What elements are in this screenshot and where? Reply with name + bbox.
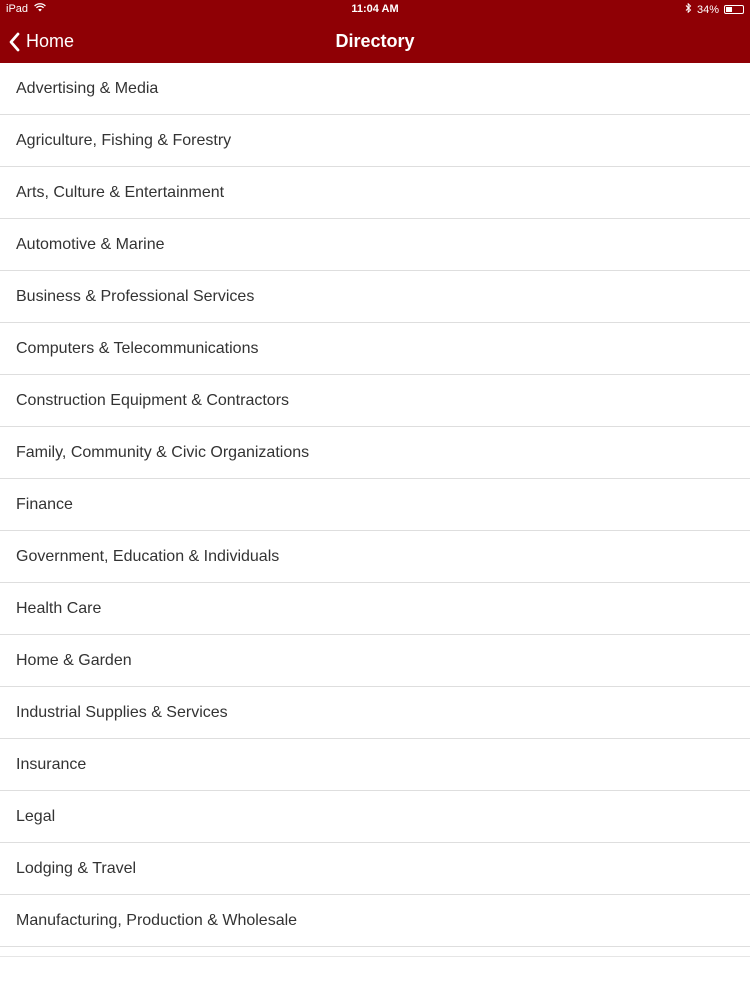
list-item-label: Construction Equipment & Contractors [16, 391, 290, 409]
list-item-label: Insurance [16, 755, 87, 773]
list-item[interactable] [0, 427, 750, 479]
list-item-label: Government, Education & Individuals [16, 547, 280, 565]
list-item[interactable] [0, 167, 750, 219]
status-right [685, 3, 744, 16]
list-item[interactable] [0, 63, 750, 115]
list-item-label: Arts, Culture & Entertainment [16, 183, 225, 201]
back-button[interactable] [8, 20, 74, 63]
list-item[interactable] [0, 791, 750, 843]
list-item-label: Computers & Telecommunications [16, 339, 259, 357]
list-item[interactable] [0, 115, 750, 167]
list-item-label: Finance [16, 495, 73, 513]
list-item[interactable] [0, 843, 750, 895]
list-item[interactable] [0, 375, 750, 427]
list-item[interactable] [0, 219, 750, 271]
list-item[interactable] [0, 271, 750, 323]
list-item[interactable] [0, 687, 750, 739]
directory-list [0, 63, 750, 947]
chevron-left-icon [8, 32, 20, 52]
list-item-label: Legal [16, 807, 56, 825]
list-item[interactable] [0, 635, 750, 687]
list-item[interactable] [0, 323, 750, 375]
list-divider [0, 946, 750, 957]
list-item[interactable] [0, 583, 750, 635]
list-item[interactable] [0, 531, 750, 583]
list-item-label: Business & Professional Services [16, 287, 255, 305]
status-time: 11:04 AM [351, 3, 399, 15]
list-item-label: Advertising & Media [16, 79, 159, 97]
list-item[interactable] [0, 895, 750, 947]
navigation-bar [0, 20, 750, 63]
list-item-label: Family, Community & Civic Organizations [16, 443, 310, 461]
battery-icon [724, 5, 744, 14]
list-item-label: Health Care [16, 599, 102, 617]
list-item-label: Lodging & Travel [16, 859, 137, 877]
list-item-label: Manufacturing, Production & Wholesale [16, 911, 298, 929]
status-bar [0, 0, 750, 20]
list-item-label: Agriculture, Fishing & Forestry [16, 131, 232, 149]
device-label: iPad [6, 3, 29, 15]
list-item-label: Industrial Supplies & Services [16, 703, 228, 721]
list-item[interactable] [0, 479, 750, 531]
bluetooth-icon [685, 3, 692, 16]
page-title: Directory [335, 31, 415, 51]
list-item-label: Automotive & Marine [16, 235, 165, 253]
list-item[interactable] [0, 739, 750, 791]
list-item-label: Home & Garden [16, 651, 132, 669]
battery-percentage: 34% [696, 3, 719, 16]
back-button-label: Home [26, 31, 75, 51]
